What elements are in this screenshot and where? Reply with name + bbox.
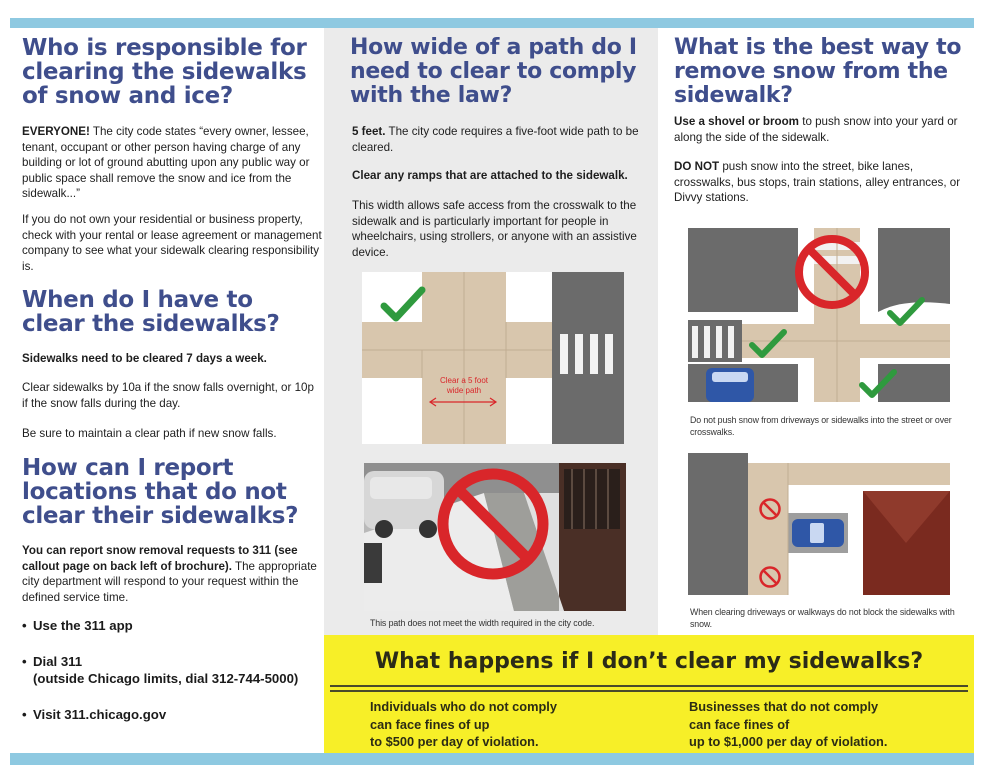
heading-how-wide: How wide of a path do I need to clear to comply with the law? bbox=[350, 35, 637, 108]
prohibited-icon bbox=[792, 232, 872, 312]
business-fines bbox=[689, 698, 969, 751]
paragraph-ramps bbox=[352, 168, 647, 184]
driveway-diagram bbox=[688, 453, 950, 595]
bottom-accent-bar bbox=[10, 753, 974, 765]
heading-best-way: What is the best way to remove snow from the sidewalk? bbox=[674, 35, 962, 108]
intersection-diagram bbox=[688, 228, 950, 402]
do-not-bold: DO NOT bbox=[674, 160, 720, 173]
everyone-text: The city code states “every owner, lessee, tenant, occupant or other person having charge of any building or lot of ground abutting upon any public way or public space shall remove the snow and ice from the sidewalk...” bbox=[22, 125, 310, 200]
bullet-website: • Visit 311.chicago.gov bbox=[22, 707, 167, 722]
photo-caption: This path does not meet the width required in the city code. bbox=[370, 618, 595, 628]
report-311-text: The appropriate city department will respond to your request within the defined service time. bbox=[22, 559, 317, 604]
paragraph-renters: If you do not own your residential or business property, check with your rental or lease agreement or management company to see what your sidewalk clearing responsibility is. bbox=[22, 213, 322, 273]
paragraph-access: This width allows safe access from the crosswalk to the sidewalk and is particularly important for people in wheelchairs, using strollers, or anyone with an assistive device. bbox=[352, 199, 637, 259]
paragraph-report-311 bbox=[22, 543, 322, 605]
business-fines-line2: can face fines of bbox=[689, 716, 790, 732]
individual-fines-line1: Individuals who do not comply bbox=[370, 699, 557, 714]
driveway-diagram-svg bbox=[688, 453, 950, 595]
bullet-311-app-label: Use the 311 app bbox=[33, 618, 133, 633]
do-not-text: push snow into the street, bike lanes, crosswalks, bus stops, train stations, alley entrances, or Divvy stations. bbox=[674, 160, 961, 204]
fines-callout bbox=[324, 635, 974, 753]
report-311-bold: You can report snow removal requests to 311 (see callout page on back left of brochure). bbox=[22, 544, 298, 573]
individual-fines bbox=[370, 698, 650, 751]
business-fines-line3: up to $1,000 per day of violation. bbox=[689, 734, 888, 749]
paragraph-everyone bbox=[22, 124, 322, 202]
paragraph-seven-days bbox=[22, 351, 322, 367]
check-icon bbox=[858, 368, 898, 400]
heading-when-clear: When do I have to clear the sidewalks? bbox=[22, 287, 280, 337]
bullet-311-app: • Use the 311 app bbox=[22, 618, 133, 633]
column-responsibility bbox=[10, 28, 324, 753]
paragraph-clear-times: Clear sidewalks by 10a if the snow falls overnight, or 10p if the snow falls during the day. bbox=[22, 381, 314, 410]
bullet-dial-outside-label: (outside Chicago limits, dial 312-744-5000) bbox=[33, 671, 299, 686]
prohibited-icon bbox=[434, 465, 552, 583]
business-fines-line1: Businesses that do not comply bbox=[689, 699, 879, 714]
diagram-label bbox=[424, 376, 504, 396]
shovel-text: to push snow into your yard or along the side of the sidewalk. bbox=[674, 115, 958, 144]
paragraph-five-feet bbox=[352, 124, 647, 155]
everyone-bold: EVERYONE! bbox=[22, 125, 90, 138]
five-feet-text: The city code requires a five-foot wide path to be cleared. bbox=[352, 125, 639, 154]
individual-fines-line2: can face fines of up bbox=[370, 716, 490, 732]
narrow-path-photo bbox=[364, 463, 626, 611]
top-accent-bar bbox=[10, 18, 974, 28]
prohibited-icon bbox=[758, 497, 782, 521]
callout-divider-bottom bbox=[330, 690, 968, 692]
ramps-bold: Clear any ramps that are attached to the sidewalk. bbox=[352, 169, 628, 182]
driveway-caption: When clearing driveways or walkways do not block the sidewalks with snow. bbox=[690, 607, 955, 629]
check-icon bbox=[886, 296, 926, 328]
sidewalk-width-diagram bbox=[362, 272, 624, 444]
diagram-label-line2: wide path bbox=[446, 386, 482, 395]
prohibited-icon bbox=[758, 565, 782, 589]
callout-title: What happens if I don’t clear my sidewalks? bbox=[374, 649, 924, 674]
bullet-dial-311: • Dial 311 (outside Chicago limits, dial 312-744-5000) bbox=[22, 653, 327, 687]
bullet-website-label: Visit 311.chicago.gov bbox=[33, 707, 167, 722]
individual-fines-line3: to $500 per day of violation. bbox=[370, 734, 539, 749]
heading-how-report: How can I report locations that do not clear their sidewalks? bbox=[22, 455, 299, 529]
intersection-caption: Do not push snow from driveways or sidewalks into the street or over crosswalks. bbox=[690, 415, 952, 437]
check-icon bbox=[748, 328, 788, 360]
bullet-dial-311-label: Dial 311 bbox=[33, 654, 83, 669]
paragraph-maintain-path: Be sure to maintain a clear path if new snow falls. bbox=[22, 427, 277, 440]
shovel-bold: Use a shovel or broom bbox=[674, 115, 799, 128]
column-path-width bbox=[324, 28, 658, 635]
check-icon bbox=[380, 286, 426, 324]
column-best-way bbox=[658, 28, 974, 635]
paragraph-shovel bbox=[674, 114, 974, 145]
paragraph-do-not bbox=[674, 159, 974, 206]
callout-divider-top bbox=[330, 685, 968, 687]
seven-days-bold: Sidewalks need to be cleared 7 days a week. bbox=[22, 352, 267, 365]
diagram-label-line1: Clear a 5 foot bbox=[439, 376, 489, 385]
five-feet-bold: 5 feet. bbox=[352, 125, 386, 138]
heading-who-responsible: Who is responsible for clearing the sidewalks of snow and ice? bbox=[22, 35, 307, 109]
